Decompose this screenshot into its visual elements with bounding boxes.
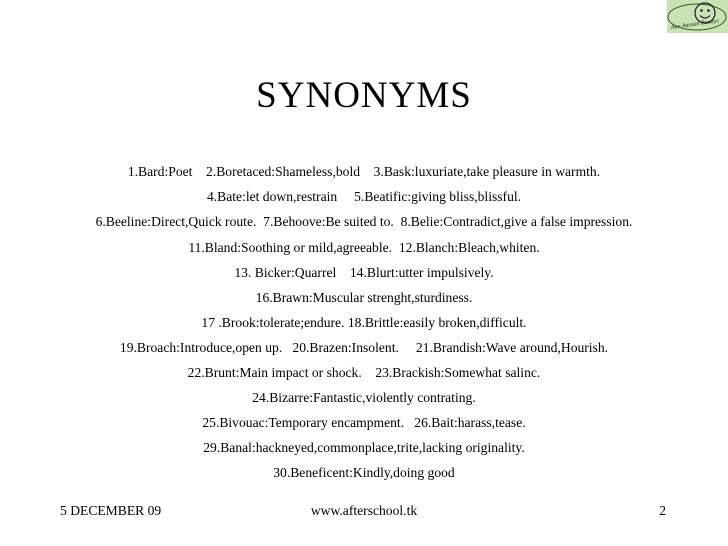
synonym-line: 1.Bard:Poet 2.Boretaced:Shameless,bold 3.Bask:luxuriate,take pleasure in warmth. bbox=[127, 164, 601, 179]
smiley-face-icon bbox=[667, 0, 728, 33]
footer-date: 5 DECEMBER 09 bbox=[60, 503, 162, 518]
page-number: 2 bbox=[659, 503, 666, 518]
synonym-line: 25.Bivouac:Temporary encampment. 26.Bait:harass,tease. bbox=[202, 415, 526, 430]
logo-text: Aao Aasaan Banaye bbox=[670, 18, 720, 31]
synonym-line: 29.Banal:hackneyed,commonplace,trite,lacking originality. bbox=[203, 440, 525, 455]
synonym-line: 24.Bizarre:Fantastic,violently contrating. bbox=[252, 390, 476, 405]
synonym-line: 22.Brunt:Main impact or shock. 23.Brackish:Somewhat salinc. bbox=[187, 365, 541, 380]
logo bbox=[667, 0, 728, 33]
synonym-line: 16.Brawn:Muscular strenght,sturdiness. bbox=[255, 290, 473, 305]
synonym-line: 13. Bicker:Quarrel 14.Blurt:utter impulsively. bbox=[234, 265, 494, 280]
synonym-line: 6.Beeline:Direct,Quick route. 7.Behoove:Be suited to. 8.Belie:Contradict,give a false impression. bbox=[95, 214, 633, 229]
synonym-line: 11.Bland:Soothing or mild,agreeable. 12.Blanch:Bleach,whiten. bbox=[188, 240, 540, 255]
synonym-line: 19.Broach:Introduce,open up. 20.Brazen:Insolent. 21.Brandish:Wave around,Hourish. bbox=[119, 340, 609, 355]
footer-url: www.afterschool.tk bbox=[310, 503, 418, 518]
synonym-line: 30.Beneficent:Kindly,doing good bbox=[273, 465, 455, 480]
synonym-line: 4.Bate:let down,restrain 5.Beatific:giving bliss,blissful. bbox=[206, 189, 522, 204]
slide-title: SYNONYMS bbox=[256, 75, 472, 116]
synonym-line: 17 .Brook:tolerate;endure. 18.Brittle:easily broken,difficult. bbox=[201, 315, 527, 330]
